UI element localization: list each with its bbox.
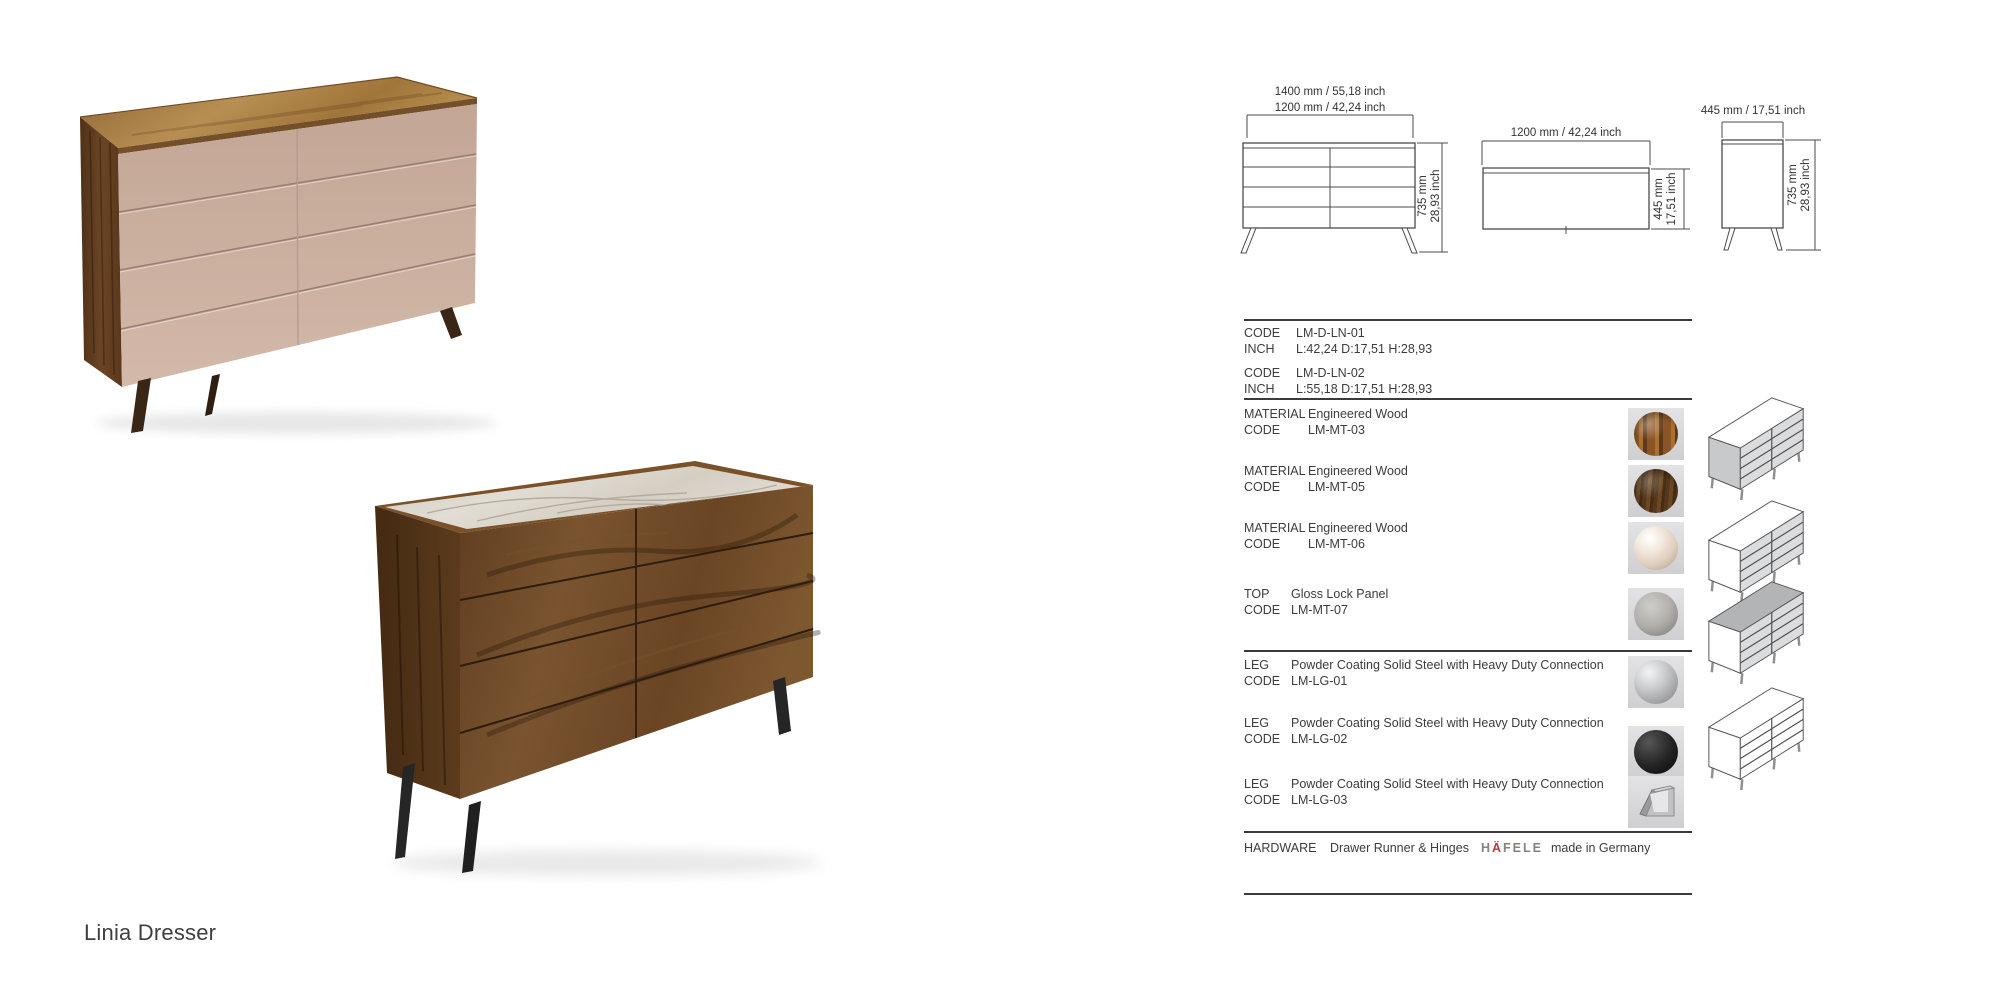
spec-code-label: CODE — [1244, 422, 1281, 437]
divider-rule — [1244, 319, 1692, 321]
plan-depth-mm: 445 mm — [1653, 178, 1665, 220]
product-title: Linia Dresser — [84, 920, 217, 945]
spec-row-leg — [1244, 777, 1690, 808]
plan-view-drawing — [1482, 127, 1690, 234]
plan-depth-inch: 17,51 inch — [1666, 172, 1678, 226]
metal-corner-bracket-swatch — [1628, 776, 1684, 828]
dresser-leg — [440, 307, 462, 339]
spec-row-leg — [1244, 716, 1690, 747]
spec-code: LM-MT-03 — [1308, 422, 1365, 437]
spec-code: LM-MT-07 — [1291, 602, 1348, 617]
cream-sphere-icon — [1634, 526, 1678, 570]
spec-code-label: CODE — [1244, 479, 1281, 494]
spec-code: LM-LG-03 — [1291, 792, 1348, 807]
spec-row-material — [1244, 521, 1690, 552]
spec-label: LEG — [1244, 716, 1270, 730]
side-height-inch: 28,93 inch — [1800, 158, 1812, 212]
product-code-block — [1244, 366, 1690, 397]
divider-rule — [1244, 831, 1692, 833]
spec-code: LM-LG-02 — [1291, 731, 1348, 746]
dark-wood-swatch — [1628, 465, 1684, 517]
inch-dims: L:42,24 D:17,51 H:28,93 — [1296, 341, 1433, 356]
corner-bracket-icon — [1634, 780, 1678, 824]
spec-code-label: CODE — [1244, 731, 1281, 746]
divider-rule — [1244, 893, 1692, 895]
front-width-outer-dim: 1400 mm / 55,18 inch — [1274, 86, 1386, 98]
code-value: LM-D-LN-01 — [1296, 326, 1365, 340]
product-render-beige-dresser — [62, 73, 510, 441]
spec-value: Engineered Wood — [1308, 521, 1408, 535]
inch-dims: L:55,18 D:17,51 H:28,93 — [1296, 381, 1433, 396]
spec-code-label: CODE — [1244, 673, 1281, 688]
iso-thumb-body-material — [1700, 392, 1816, 504]
gray-marble-swatch — [1628, 588, 1684, 640]
spec-label: LEG — [1244, 777, 1270, 791]
hardware-value: Drawer Runner & Hinges — [1330, 841, 1469, 855]
code-label: CODE — [1244, 326, 1281, 340]
spec-row-material — [1244, 464, 1690, 495]
floor-shadow — [392, 850, 822, 876]
drawer-center-divider — [297, 129, 298, 345]
front-view-drawing — [1241, 86, 1448, 253]
black-steel-swatch — [1628, 726, 1684, 778]
hardware-label: HARDWARE — [1244, 841, 1317, 855]
spec-code-label: CODE — [1244, 792, 1281, 807]
spec-code: LM-MT-05 — [1308, 479, 1365, 494]
steel-gray-swatch — [1628, 656, 1684, 708]
front-width-inner-dim: 1200 mm / 42,24 inch — [1274, 102, 1386, 114]
dresser-leg — [395, 763, 415, 859]
spec-value: Engineered Wood — [1308, 407, 1408, 421]
front-height-inch: 28,93 inch — [1430, 169, 1442, 223]
spec-value: Powder Coating Solid Steel with Heavy Duty Connection — [1291, 658, 1604, 672]
product-code-block — [1244, 326, 1690, 357]
divider-rule — [1244, 650, 1692, 652]
spec-label: LEG — [1244, 658, 1270, 672]
wood-stripe-sphere-icon — [1634, 412, 1678, 456]
divider-rule — [1244, 398, 1692, 400]
spec-label: MATERIAL — [1244, 407, 1306, 421]
code-label: CODE — [1244, 366, 1281, 380]
wood-stripe-swatch — [1628, 408, 1684, 460]
spec-label: MATERIAL — [1244, 521, 1306, 535]
spec-code: LM-LG-01 — [1291, 673, 1348, 688]
spec-value: Powder Coating Solid Steel with Heavy Duty Connection — [1291, 716, 1604, 730]
spec-row-leg — [1244, 658, 1690, 689]
dresser-leg — [205, 374, 220, 416]
spec-value: Powder Coating Solid Steel with Heavy Duty Connection — [1291, 777, 1604, 791]
black-sphere-icon — [1634, 730, 1678, 774]
iso-thumb-top-panel — [1700, 576, 1816, 688]
steel-sphere-icon — [1634, 660, 1678, 704]
spec-code: LM-MT-06 — [1308, 536, 1365, 551]
dark-wood-sphere-icon — [1634, 469, 1678, 513]
hardware-suffix: made in Germany — [1550, 841, 1651, 855]
spec-value: Gloss Lock Panel — [1291, 587, 1389, 601]
hardware-row — [1244, 841, 1690, 855]
spec-row-top-panel — [1244, 587, 1690, 618]
front-height-mm: 735 mm — [1417, 175, 1429, 217]
side-height-mm: 735 mm — [1787, 164, 1799, 206]
plan-width-dim: 1200 mm / 42,24 inch — [1510, 127, 1622, 139]
dresser-leg — [773, 677, 791, 735]
spec-label: TOP — [1244, 587, 1270, 601]
cream-gloss-swatch — [1628, 522, 1684, 574]
code-value: LM-D-LN-02 — [1296, 366, 1365, 380]
spec-value: Engineered Wood — [1308, 464, 1408, 478]
product-render-walnut-dresser — [357, 455, 841, 889]
spec-row-material — [1244, 407, 1690, 438]
iso-thumb-leg-option — [1700, 682, 1816, 794]
side-view-drawing — [1701, 105, 1821, 250]
spec-code-label: CODE — [1244, 536, 1281, 551]
inch-label: INCH — [1244, 341, 1275, 356]
side-width-dim: 445 mm / 17,51 inch — [1700, 105, 1806, 117]
haefele-logo: HÄFELE — [1480, 841, 1543, 855]
inch-label: INCH — [1244, 381, 1275, 396]
gray-marble-sphere-icon — [1634, 592, 1678, 636]
spec-label: MATERIAL — [1244, 464, 1306, 478]
floor-shadow — [97, 412, 497, 434]
technical-drawings — [1230, 78, 1850, 270]
spec-code-label: CODE — [1244, 602, 1281, 617]
